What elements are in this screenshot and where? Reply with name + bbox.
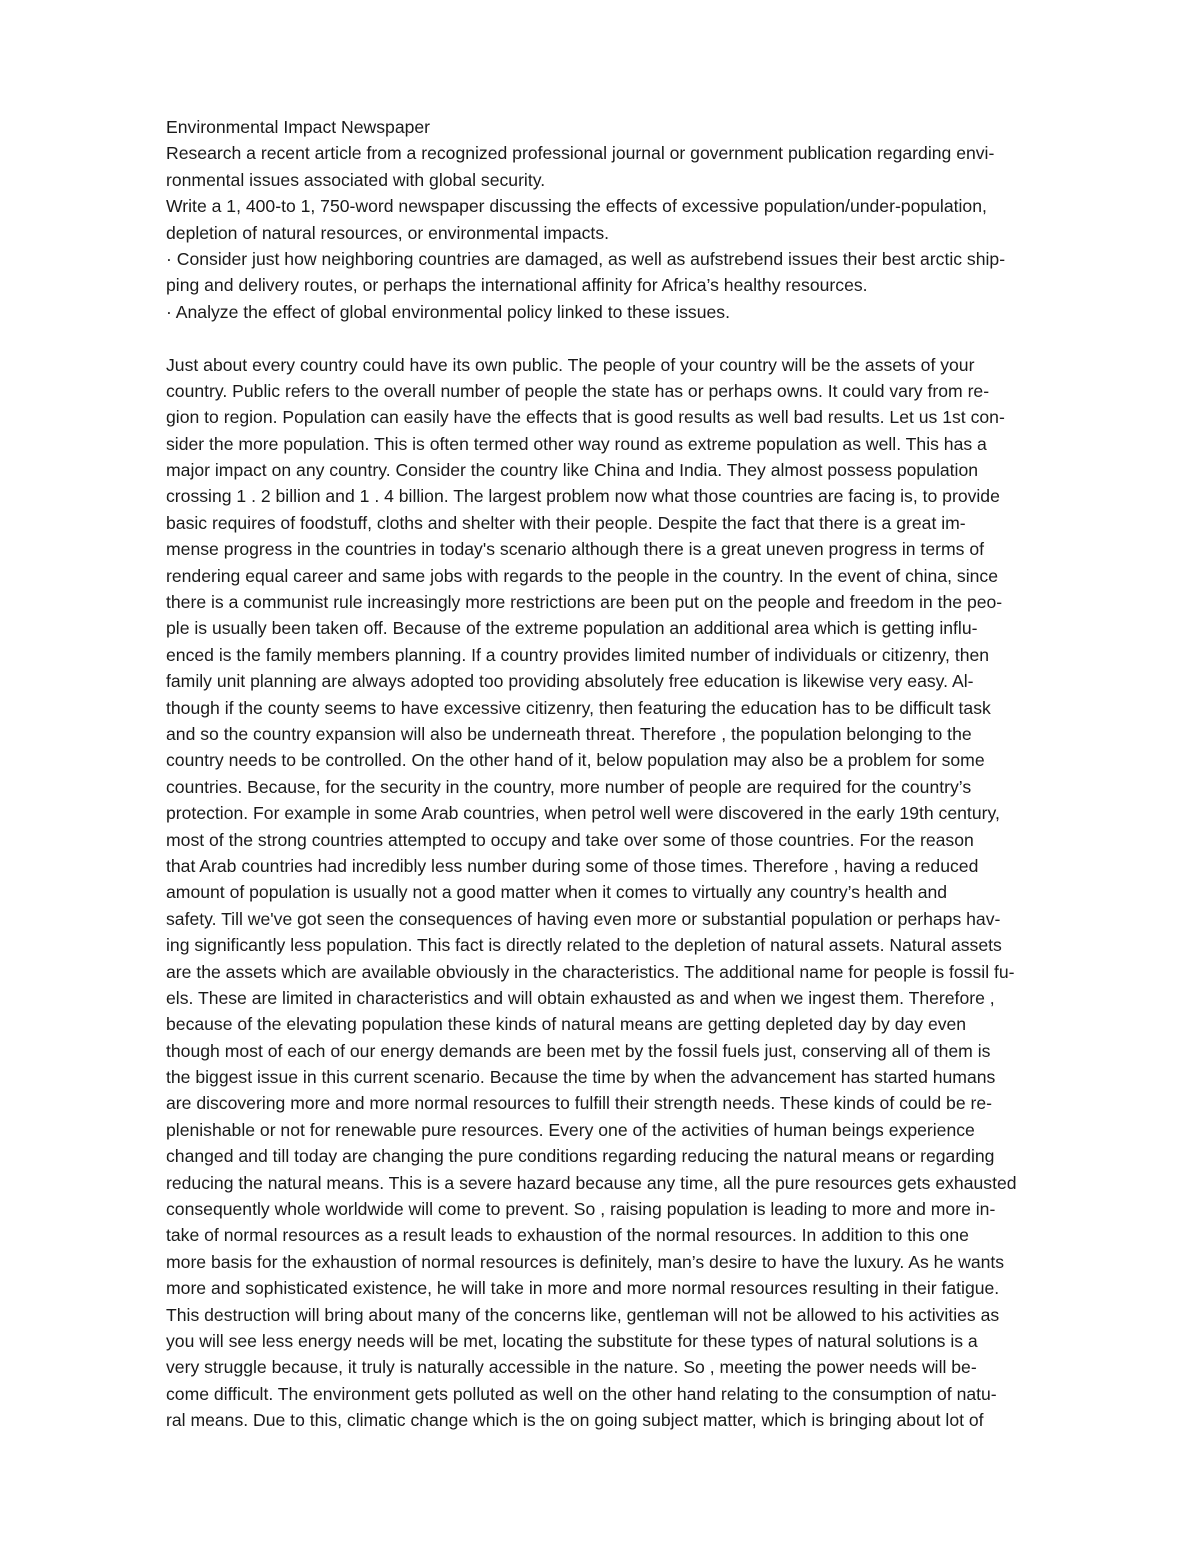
body-line: changed and till today are changing the pure conditions regarding reducing the natural means or regarding bbox=[166, 1146, 995, 1167]
bullet-line: · Analyze the effect of global environmental policy linked to these issues. bbox=[166, 301, 730, 322]
body-line: country. Public refers to the overall number of people the state has or perhaps owns. It could vary from re- bbox=[166, 380, 990, 401]
body-line: plenishable or not for renewable pure resources. Every one of the activities of human beings experience bbox=[166, 1119, 975, 1140]
body-line: enced is the family members planning. If a country provides limited number of individuals or citizenry, then bbox=[166, 644, 990, 665]
bullet-line: ping and delivery routes, or perhaps the international affinity for Africa’s healthy resources. bbox=[166, 275, 868, 296]
body-line: major impact on any country. Consider the country like China and India. They almost possess population bbox=[166, 460, 979, 481]
body-line: Just about every country could have its own public. The people of your country will be the assets of your bbox=[166, 354, 975, 375]
paragraph-gap bbox=[166, 325, 1106, 351]
body-line: that Arab countries had incredibly less number during some of those times. Therefore , having a reduced bbox=[166, 855, 979, 876]
body-line: the biggest issue in this current scenario. Because the time by when the advancement has started humans bbox=[166, 1067, 996, 1088]
body-line: more basis for the exhaustion of normal resources is definitely, man’s desire to have the luxury. As he wants bbox=[166, 1251, 1005, 1272]
body-line: els. These are limited in characteristics and will obtain exhausted as and when we ingest them. Therefore , bbox=[166, 987, 995, 1008]
body-line: sider the more population. This is often termed other way round as extreme population as well. This has a bbox=[166, 433, 987, 454]
body-line: are discovering more and more normal resources to fulfill their strength needs. These kinds of could be re- bbox=[166, 1093, 993, 1114]
body-line: and so the country expansion will also be underneath threat. Therefore , the population belonging to the bbox=[166, 723, 972, 744]
body-line: consequently whole worldwide will come to prevent. So , raising population is leading to more and more in- bbox=[166, 1199, 996, 1220]
body-line: though if the county seems to have excessive citizenry, then featuring the education has to be difficult task bbox=[166, 697, 991, 718]
body-line: rendering equal career and same jobs with regards to the people in the country. In the event of china, since bbox=[166, 565, 998, 586]
header-line: depletion of natural resources, or environmental impacts. bbox=[166, 222, 610, 243]
body-line: ral means. Due to this, climatic change which is the on going subject matter, which is bringing about lot of bbox=[166, 1410, 984, 1431]
body-line: mense progress in the countries in today's scenario although there is a great uneven progress in terms of bbox=[166, 539, 985, 560]
body-line: there is a communist rule increasingly more restrictions are been put on the people and freedom in the peo- bbox=[166, 592, 1003, 613]
body-line: come difficult. The environment gets polluted as well on the other hand relating to the consumption of natu- bbox=[166, 1383, 997, 1404]
body-line: ing significantly less population. This fact is directly related to the depletion of natural assets. Natural assets bbox=[166, 935, 1002, 956]
header-line: ronmental issues associated with global security. bbox=[166, 169, 546, 190]
body-line: because of the elevating population these kinds of natural means are getting depleted day by day even bbox=[166, 1014, 967, 1035]
body-line: country needs to be controlled. On the other hand of it, below population may also be a problem for some bbox=[166, 750, 985, 771]
body-line: crossing 1 . 2 billion and 1 . 4 billion. The largest problem now what those countries are facing is, to provide bbox=[166, 486, 1000, 507]
essay-body bbox=[166, 352, 1106, 1434]
body-line: gion to region. Population can easily have the effects that is good results as well bad results. Let us 1st con- bbox=[166, 407, 1005, 428]
body-line: countries. Because, for the security in the country, more number of people are required for the country’s bbox=[166, 776, 972, 797]
body-line: take of normal resources as a result leads to exhaustion of the normal resources. In addition to this one bbox=[166, 1225, 969, 1246]
body-line: very struggle because, it truly is naturally accessible in the nature. So , meeting the power needs will be- bbox=[166, 1357, 977, 1378]
bullet-line: · Consider just how neighboring countries are damaged, as well as aufstrebend issues their best arctic ship- bbox=[166, 248, 1006, 269]
body-line: ple is usually been taken off. Because of the extreme population an additional area which is getting influ- bbox=[166, 618, 978, 639]
body-line: This destruction will bring about many of the concerns like, gentleman will not be allowed to his activities as bbox=[166, 1304, 1000, 1325]
body-line: basic requires of foodstuff, cloths and shelter with their people. Despite the fact that there is a great im- bbox=[166, 512, 966, 533]
body-line: amount of population is usually not a good matter when it comes to virtually any country’s health and bbox=[166, 882, 948, 903]
body-line: most of the strong countries attempted to occupy and take over some of those countries. For the reason bbox=[166, 829, 974, 850]
assignment-header bbox=[166, 114, 1106, 325]
body-line: protection. For example in some Arab countries, when petrol well were discovered in the early 19th century, bbox=[166, 803, 1000, 824]
body-line: family unit planning are always adopted too providing absolutely free education is likewise very easy. Al- bbox=[166, 671, 974, 692]
header-line: Research a recent article from a recognized professional journal or government publication regarding envi- bbox=[166, 143, 995, 164]
document-title: Environmental Impact Newspaper bbox=[166, 117, 431, 137]
body-line: are the assets which are available obviously in the characteristics. The additional name for people is fossil fu- bbox=[166, 961, 1015, 982]
body-line: you will see less energy needs will be met, locating the substitute for these types of natural solutions is a bbox=[166, 1330, 978, 1351]
document-content bbox=[166, 114, 1106, 1434]
body-line: more and sophisticated existence, he will take in more and more normal resources resulting in their fatigue. bbox=[166, 1278, 1000, 1299]
body-line: safety. Till we've got seen the consequences of having even more or substantial population or perhaps hav- bbox=[166, 908, 1001, 929]
body-line: though most of each of our energy demands are been met by the fossil fuels just, conserving all of them is bbox=[166, 1040, 991, 1061]
header-line: Write a 1, 400-to 1, 750-word newspaper discussing the effects of excessive population/under-population, bbox=[166, 196, 987, 217]
body-line: reducing the natural means. This is a severe hazard because any time, all the pure resources gets exhausted bbox=[166, 1172, 1017, 1193]
